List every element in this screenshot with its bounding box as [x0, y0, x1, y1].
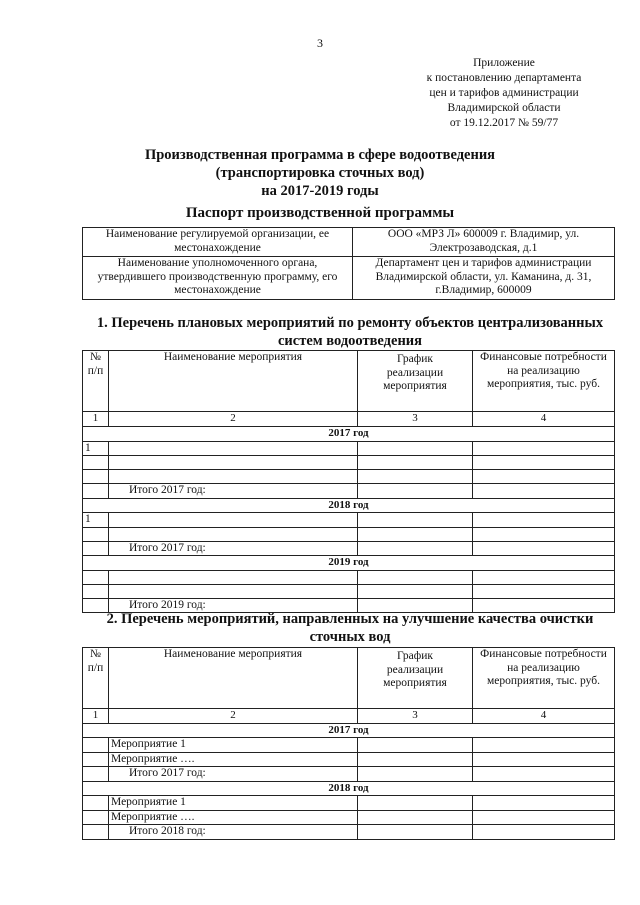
- table-cell: [473, 767, 615, 782]
- heading-line: систем водоотведения: [277, 333, 423, 349]
- page-number: 3: [317, 36, 323, 50]
- table-cell: [358, 570, 473, 584]
- table-cell: [83, 527, 109, 541]
- table-cell: [473, 810, 615, 825]
- col-header-schedule: График реализации мероприятия: [358, 351, 473, 412]
- table-cell: [473, 738, 615, 753]
- column-number: 3: [358, 412, 473, 427]
- table-row: [83, 470, 615, 484]
- table-cell: [473, 470, 615, 484]
- year-row: [83, 498, 615, 513]
- table-cell: [473, 825, 615, 840]
- section2-table: [82, 647, 615, 840]
- year-row: [83, 427, 615, 442]
- total-row: [83, 767, 615, 782]
- table-row: [83, 738, 615, 753]
- table-cell: [83, 752, 109, 767]
- passport-table: [82, 227, 615, 300]
- col-header-name: Наименование мероприятия: [109, 351, 358, 412]
- section2-heading: [70, 610, 630, 646]
- column-number: 1: [83, 709, 109, 724]
- table-cell: [358, 470, 473, 484]
- appendix-line: Приложение: [473, 57, 535, 69]
- column-number: 2: [109, 709, 358, 724]
- activity-name: Мероприятие ….: [109, 752, 358, 767]
- year-label: 2018 год: [83, 781, 615, 796]
- table-row: [83, 584, 615, 598]
- year-label: 2019 год: [83, 556, 615, 571]
- table-row: [83, 257, 615, 300]
- table-cell: [358, 584, 473, 598]
- year-row: [83, 556, 615, 571]
- total-label: Итого 2017 год:: [109, 767, 358, 782]
- table-cell: [358, 441, 473, 456]
- table-cell: [83, 767, 109, 782]
- table-row: [83, 570, 615, 584]
- total-label: Итого 2017 год:: [109, 541, 358, 556]
- section1-heading: [70, 314, 630, 350]
- table-cell: [473, 570, 615, 584]
- table-cell: [83, 456, 109, 470]
- table-cell: [358, 796, 473, 811]
- title-line: Производственная программа в сфере водоотведения: [144, 147, 496, 163]
- table-cell: [83, 825, 109, 840]
- passport-label: Наименование регулируемой организации, ее местонахождение: [83, 228, 353, 257]
- title-line: (транспортировка сточных вод): [215, 165, 425, 181]
- table-cell: [109, 527, 358, 541]
- col-header-finance: Финансовые потребности на реализацию мероприятия, тыс. руб.: [473, 648, 615, 709]
- total-row: [83, 541, 615, 556]
- heading-line: сточных вод: [309, 629, 391, 645]
- year-row: [83, 781, 615, 796]
- total-label: Итого 2019 год:: [109, 598, 358, 613]
- table-cell: [358, 527, 473, 541]
- table-cell: [473, 796, 615, 811]
- table-cell: [473, 541, 615, 556]
- col-header-name: Наименование мероприятия: [109, 648, 358, 709]
- year-label: 2017 год: [83, 723, 615, 738]
- table-row: [83, 513, 615, 528]
- table-cell: [83, 810, 109, 825]
- heading-line: 1. Перечень плановых мероприятий по ремонту объектов централизованных: [96, 315, 604, 331]
- table-cell: [358, 484, 473, 499]
- activity-name: Мероприятие 1: [109, 796, 358, 811]
- appendix-block: [404, 56, 604, 131]
- table-cell: [109, 470, 358, 484]
- table-cell: [83, 541, 109, 556]
- total-label: Итого 2017 год:: [109, 484, 358, 499]
- table-cell: [109, 584, 358, 598]
- table-cell: [358, 752, 473, 767]
- column-number-row: [83, 709, 615, 724]
- table-cell: [358, 738, 473, 753]
- activity-name: Мероприятие ….: [109, 810, 358, 825]
- total-row: [83, 825, 615, 840]
- table-cell: [473, 513, 615, 528]
- column-number: 4: [473, 412, 615, 427]
- table-cell: [358, 513, 473, 528]
- year-row: [83, 723, 615, 738]
- table-cell: [109, 513, 358, 528]
- table-cell: [473, 527, 615, 541]
- table-cell: [358, 767, 473, 782]
- table-cell: [473, 752, 615, 767]
- row-number: 1: [83, 441, 109, 456]
- table-row: [83, 752, 615, 767]
- col-header-num: № п/п: [83, 351, 109, 412]
- table-cell: [473, 484, 615, 499]
- passport-label: Наименование уполномоченного органа, утвердившего производственную программу, его местонахождение: [83, 257, 353, 300]
- table-cell: [83, 470, 109, 484]
- appendix-line: от 19.12.2017 № 59/77: [449, 117, 559, 129]
- table-cell: [109, 570, 358, 584]
- total-label: Итого 2018 год:: [109, 825, 358, 840]
- passport-value: ООО «МРЗ Л» 600009 г. Владимир, ул. Электрозаводская, д.1: [353, 228, 615, 257]
- heading-line: 2. Перечень мероприятий, направленных на улучшение качества очистки: [106, 611, 594, 627]
- table-cell: [83, 484, 109, 499]
- document-title: [0, 146, 640, 200]
- table-row: [83, 441, 615, 456]
- column-number: 4: [473, 709, 615, 724]
- column-number: 2: [109, 412, 358, 427]
- appendix-line: цен и тарифов администрации: [429, 87, 579, 99]
- table-cell: [473, 441, 615, 456]
- passport-heading: Паспорт производственной программы: [185, 205, 455, 221]
- row-number: 1: [83, 513, 109, 528]
- year-label: 2017 год: [83, 427, 615, 442]
- table-row: [83, 796, 615, 811]
- col-header-num: № п/п: [83, 648, 109, 709]
- activity-name: Мероприятие 1: [109, 738, 358, 753]
- column-number: 3: [358, 709, 473, 724]
- table-cell: [358, 456, 473, 470]
- passport-value: Департамент цен и тарифов администрации Владимирской области, ул. Каманина, д. 31, г.Владимир, 600009: [353, 257, 615, 300]
- column-number: 1: [83, 412, 109, 427]
- table-row: [83, 810, 615, 825]
- title-line: на 2017-2019 годы: [261, 183, 379, 199]
- header-row: [83, 648, 615, 709]
- total-row: [83, 484, 615, 499]
- section1-table: [82, 350, 615, 613]
- year-label: 2018 год: [83, 498, 615, 513]
- table-cell: [109, 441, 358, 456]
- table-row: [83, 527, 615, 541]
- table-cell: [109, 456, 358, 470]
- appendix-line: к постановлению департамента: [426, 72, 582, 84]
- column-number-row: [83, 412, 615, 427]
- table-cell: [83, 796, 109, 811]
- table-cell: [473, 456, 615, 470]
- table-row: [83, 228, 615, 257]
- table-cell: [83, 738, 109, 753]
- appendix-line: Владимирской области: [447, 102, 561, 114]
- col-header-finance: Финансовые потребности на реализацию мероприятия, тыс. руб.: [473, 351, 615, 412]
- table-cell: [83, 570, 109, 584]
- table-row: [83, 456, 615, 470]
- table-cell: [473, 584, 615, 598]
- table-cell: [358, 810, 473, 825]
- table-cell: [83, 584, 109, 598]
- col-header-schedule: График реализации мероприятия: [358, 648, 473, 709]
- header-row: [83, 351, 615, 412]
- table-cell: [358, 825, 473, 840]
- table-cell: [358, 541, 473, 556]
